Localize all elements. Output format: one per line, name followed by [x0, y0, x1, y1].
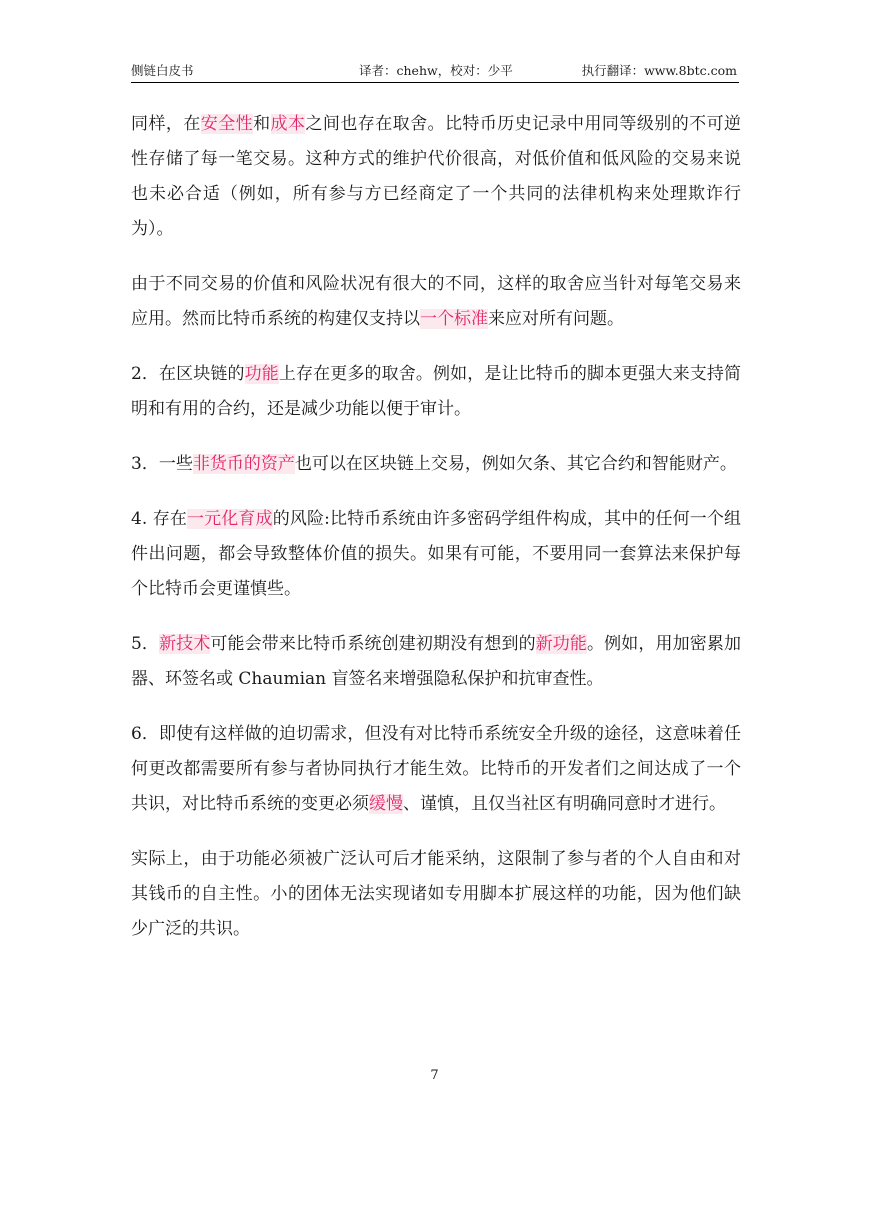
document-body — [131, 107, 741, 967]
paragraph — [131, 447, 741, 482]
paragraph — [131, 502, 741, 607]
paragraph — [131, 107, 741, 247]
paragraph-text: 实际上，由于功能必须被广泛认可后才能采纳，这限制了参与者的个人自由和对其钱币的自主性。小的团体无法实现诸如专用脚本扩展这样的功能，因为他们缺少广泛的共识。 — [131, 849, 741, 939]
paragraph — [131, 627, 741, 697]
paragraph-text: 的风险:比特币系统由许多密码学组件构成，其中的任何一个组件出问题，都会导致整体价值的损失。如果有可能，不要用同一套算法来保护每个比特币会更谨慎些。 — [131, 509, 742, 599]
paragraph-text: 、谨慎，且仅当社区有明确同意时才进行。 — [403, 794, 726, 814]
paragraph-text: 上存在更多的取舍。例如，是让比特币的脚本更强大来支持简明和有用的合约，还是减少功能以便于审计。 — [131, 364, 742, 419]
paragraph-text: 也可以在区块链上交易，例如欠条、其它合约和智能财产。 — [294, 454, 737, 474]
header-document-title: 侧链白皮书 — [131, 63, 194, 78]
page-header — [131, 62, 739, 83]
highlighted-term: 功能 — [244, 364, 279, 384]
paragraph-text: 6．即使有这样做的迫切需求，但没有对比特币系统安全升级的途径，这意味着任何更改都需要所有参与者协同执行才能生效。比特币的开发者们之间达成了一个共识，对比特币系统的变更必须 — [131, 724, 741, 814]
paragraph-text: 4. 存在 — [131, 509, 188, 529]
paragraph — [131, 717, 741, 822]
highlighted-term: 新功能 — [535, 634, 588, 654]
paragraph-text: 同样，在 — [131, 114, 201, 134]
page-number: 7 — [430, 1068, 439, 1083]
paragraph-text: 由于不同交易的价值和风险状况有很大的不同，这样的取舍应当针对每笔交易来应用。然而比特币系统的构建仅支持以 — [131, 274, 741, 329]
highlighted-term: 新技术 — [159, 634, 211, 654]
paragraph-text: 之间也存在取舍。比特币历史记录中用同等级别的不可逆性存储了每一笔交易。这种方式的维护代价很高，对低价值和低风险的交易来说也未必合适（例如，所有参与方已经商定了一个共同的法律机构来处理欺诈行为）。 — [131, 114, 742, 239]
paragraph-text: 3．一些 — [131, 454, 193, 474]
paragraph-text: 和 — [253, 114, 271, 134]
paragraph — [131, 842, 741, 947]
paragraph-text: 。例如，用加密累加器、环签名或 Chaumian 盲签名来增强隐私保护和抗审查性。 — [131, 634, 742, 689]
paragraph-text: 5． — [131, 634, 160, 654]
highlighted-term: 缓慢 — [369, 794, 403, 814]
paragraph-text: 2．在区块链的 — [131, 364, 245, 384]
header-publisher-credit: 执行翻译：www.8btc.com — [581, 63, 737, 78]
highlighted-term: 安全性 — [200, 114, 254, 134]
paragraph — [131, 357, 741, 427]
paragraph-text: 来应对所有问题。 — [488, 309, 624, 329]
header-translator-credit: 译者：chehw，校对：少平 — [359, 63, 513, 78]
highlighted-term: 一个标准 — [420, 309, 488, 329]
paragraph — [131, 267, 741, 337]
highlighted-term: 非货币的资产 — [192, 454, 295, 474]
paragraph-text: 可能会带来比特币系统创建初期没有想到的 — [210, 634, 536, 654]
highlighted-term: 一元化育成 — [187, 509, 273, 529]
highlighted-term: 成本 — [270, 114, 306, 134]
